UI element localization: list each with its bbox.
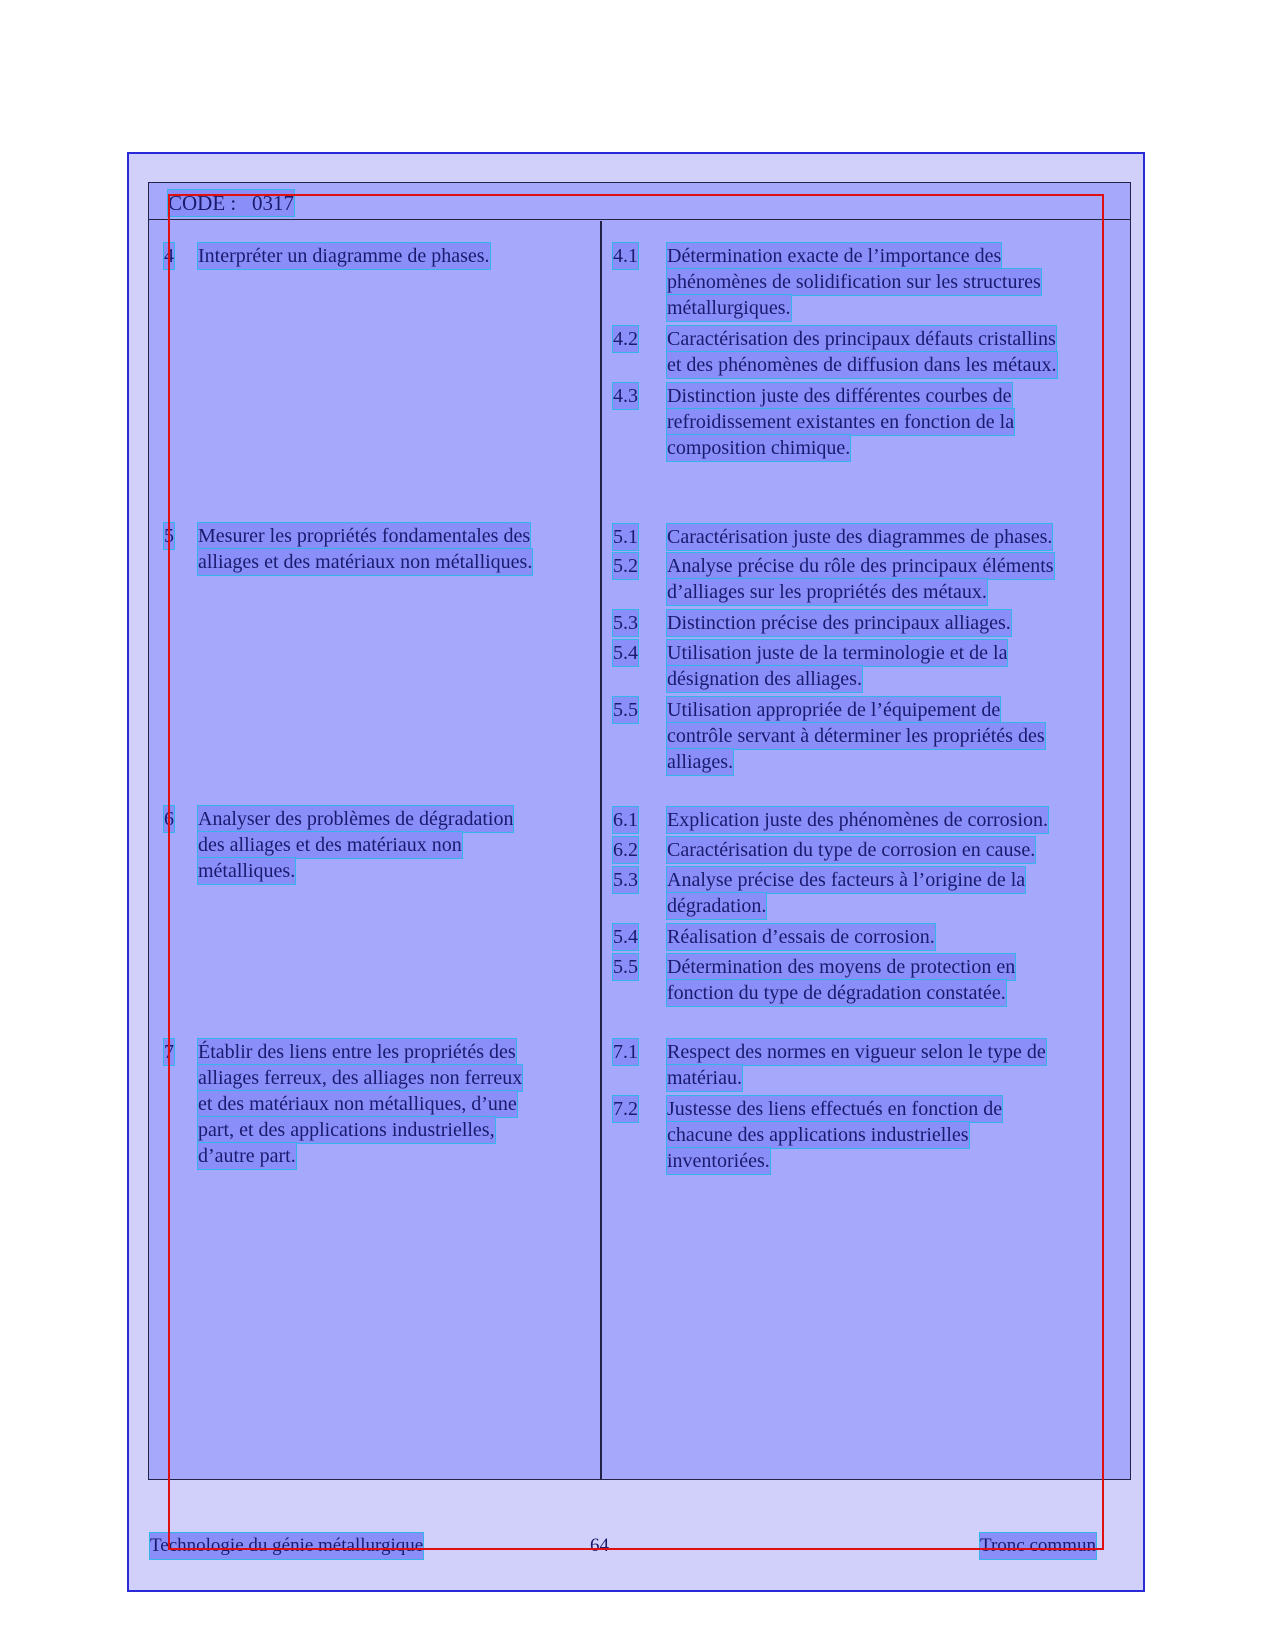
criterion-line: refroidissement existantes en fonction de la (667, 411, 1015, 433)
competency-title-line: et des matériaux non métalliques, d’une (198, 1093, 517, 1115)
criterion-line: Utilisation juste de la terminologie et de la (667, 642, 1008, 664)
criterion-line: composition chimique. (667, 437, 851, 459)
criterion-line: métallurgiques. (667, 297, 791, 319)
criterion-line: alliages. (667, 751, 734, 773)
criterion-line: Justesse des liens effectués en fonction de (667, 1098, 1003, 1120)
criterion-line: Caractérisation juste des diagrammes de phases. (667, 526, 1053, 548)
criterion-number: 5.4 (613, 926, 638, 948)
competency-title-line: alliages et des matériaux non métalliques. (198, 551, 533, 573)
criterion-number: 4.2 (613, 328, 638, 350)
criterion-line: Analyse précise du rôle des principaux éléments (667, 555, 1054, 577)
criterion-number: 7.1 (613, 1041, 638, 1063)
competency-number: 5 (164, 525, 174, 547)
code-value: 0317 (252, 191, 294, 215)
competency-title-line: métalliques. (198, 860, 296, 882)
competency-title-line: Analyser des problèmes de dégradation (198, 808, 514, 830)
criterion-number: 4.1 (613, 245, 638, 267)
competency-title-line: des alliages et des matériaux non (198, 834, 462, 856)
criterion-line: contrôle servant à déterminer les propriétés des (667, 725, 1045, 747)
competency-title-line: part, et des applications industrielles, (198, 1119, 495, 1141)
criterion-number: 5.1 (613, 526, 638, 548)
criterion-line: fonction du type de dégradation constatée. (667, 982, 1006, 1004)
competency-number: 6 (164, 808, 174, 830)
criterion-line: dégradation. (667, 895, 767, 917)
footer-left: Technologie du génie métallurgique (150, 1533, 423, 1559)
competency-title-line: Interpréter un diagramme de phases. (198, 245, 490, 267)
criterion-line: Distinction juste des différentes courbes de (667, 385, 1012, 407)
criterion-number: 5.3 (613, 612, 638, 634)
criterion-line: Caractérisation des principaux défauts cristallins (667, 328, 1056, 350)
criterion-line: Détermination des moyens de protection en (667, 956, 1016, 978)
header-rule (148, 219, 1131, 220)
competency-title-line: Établir des liens entre les propriétés des (198, 1041, 516, 1063)
code-label: CODE : (168, 191, 237, 215)
criterion-number: 6.1 (613, 809, 638, 831)
competency-title-line: Mesurer les propriétés fondamentales des (198, 525, 531, 547)
code-header (168, 190, 294, 216)
page-number: 64 (590, 1535, 609, 1556)
criterion-line: inventoriées. (667, 1150, 770, 1172)
criterion-number: 5.5 (613, 699, 638, 721)
criterion-line: Analyse précise des facteurs à l’origine de la (667, 869, 1026, 891)
competency-number: 7 (164, 1041, 174, 1063)
criterion-number: 5.3 (613, 869, 638, 891)
footer-right: Tronc commun (980, 1533, 1096, 1559)
criterion-line: matériau. (667, 1067, 742, 1089)
criterion-line: Utilisation appropriée de l’équipement de (667, 699, 1001, 721)
criterion-line: Réalisation d’essais de corrosion. (667, 926, 935, 948)
column-divider (600, 221, 602, 1480)
criterion-number: 5.4 (613, 642, 638, 664)
criterion-line: Détermination exacte de l’importance des (667, 245, 1002, 267)
criterion-number: 5.2 (613, 555, 638, 577)
criterion-line: Caractérisation du type de corrosion en cause. (667, 839, 1036, 861)
criterion-line: désignation des alliages. (667, 668, 862, 690)
criterion-number: 6.2 (613, 839, 638, 861)
criterion-line: Respect des normes en vigueur selon le type de (667, 1041, 1046, 1063)
competency-number: 4 (164, 245, 174, 267)
competency-title-line: d’autre part. (198, 1145, 296, 1167)
criterion-line: Explication juste des phénomènes de corrosion. (667, 809, 1049, 831)
criterion-line: d’alliages sur les propriétés des métaux. (667, 581, 987, 603)
criterion-number: 7.2 (613, 1098, 638, 1120)
criterion-line: phénomènes de solidification sur les structures (667, 271, 1041, 293)
criterion-line: chacune des applications industrielles (667, 1124, 969, 1146)
criterion-line: et des phénomènes de diffusion dans les métaux. (667, 354, 1057, 376)
competency-title-line: alliages ferreux, des alliages non ferreux (198, 1067, 523, 1089)
criterion-line: Distinction précise des principaux alliages. (667, 612, 1011, 634)
criterion-number: 4.3 (613, 385, 638, 407)
criterion-number: 5.5 (613, 956, 638, 978)
